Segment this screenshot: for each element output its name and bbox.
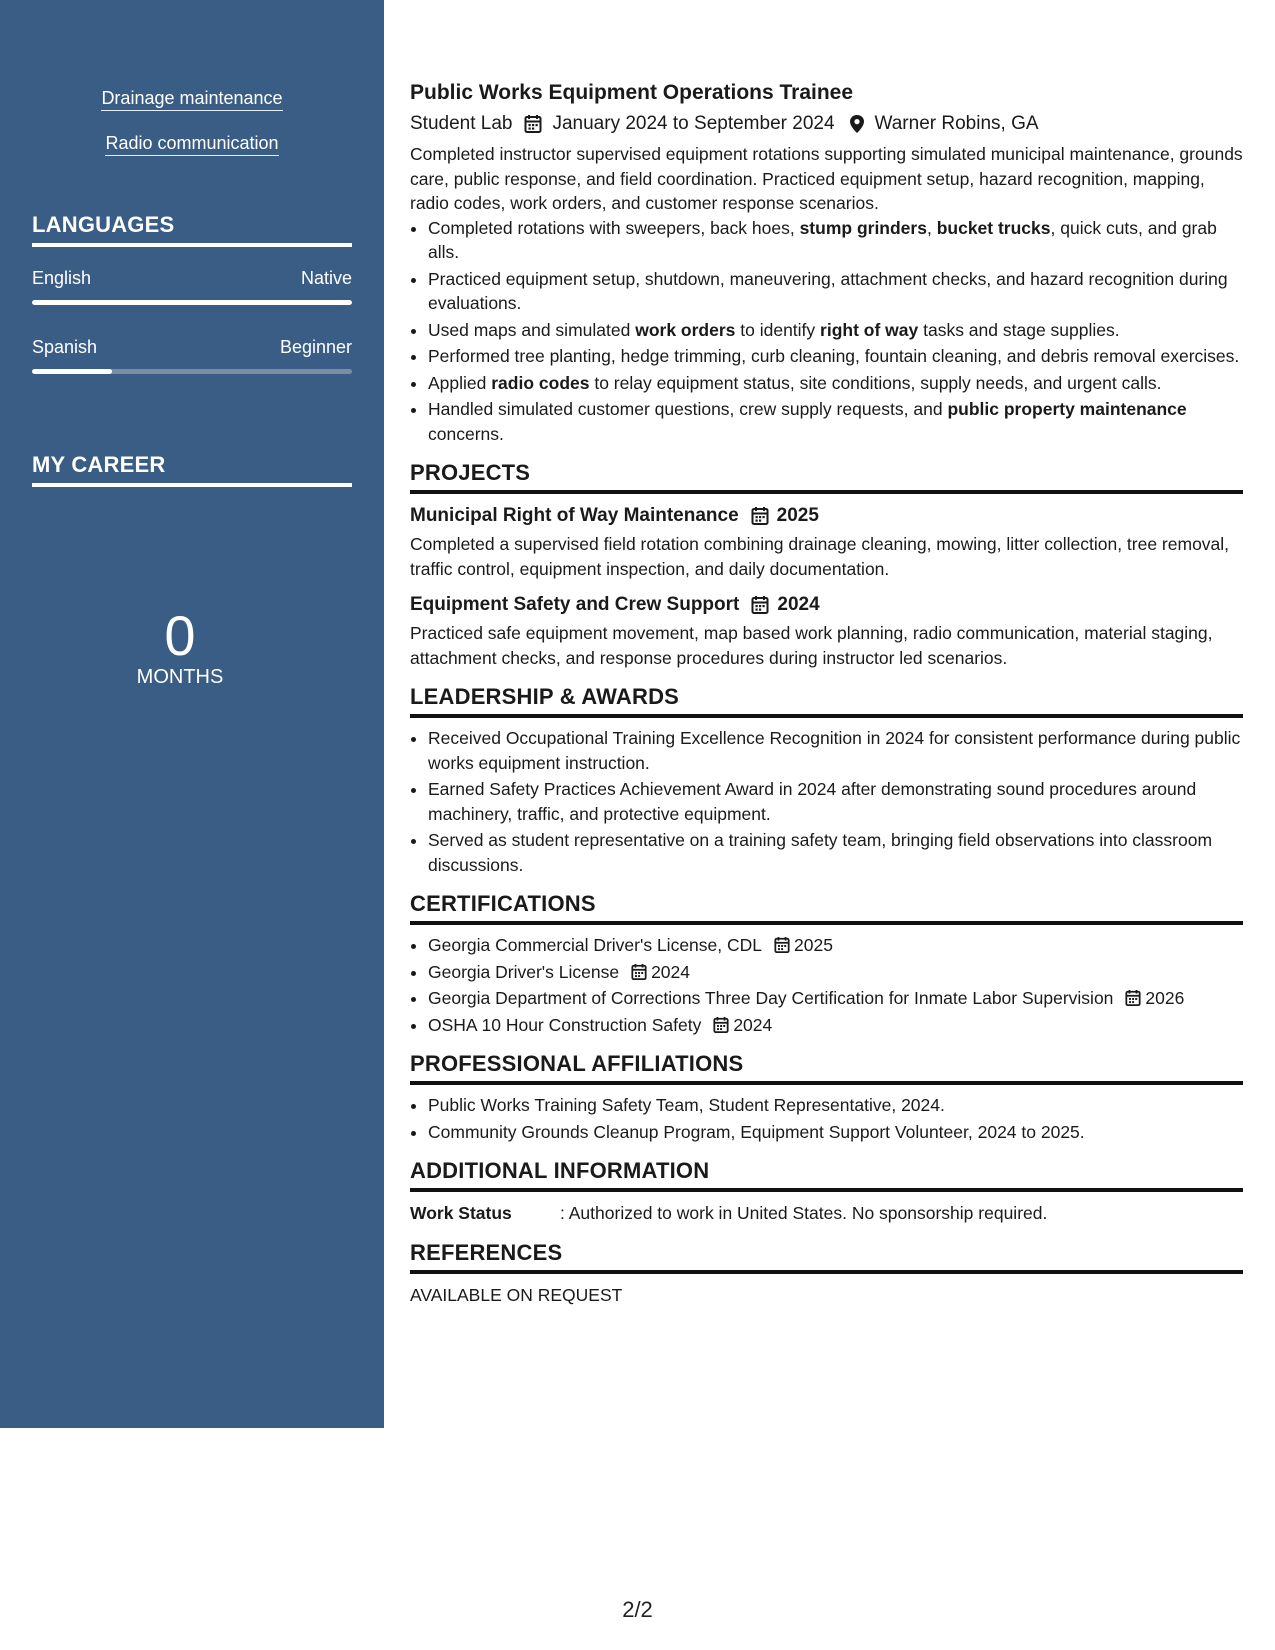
skill-item[interactable]: Radio communication [0, 133, 384, 156]
main-content [410, 78, 1243, 1308]
language-proficiency-bar [32, 300, 352, 305]
project-title: Equipment Safety and Crew Support [410, 594, 740, 615]
bold-keyword: public property maintenance [947, 399, 1187, 419]
leadership-list [410, 726, 1243, 877]
job-location: Warner Robins, GA [874, 113, 1039, 134]
bold-keyword: bucket trucks [936, 217, 1051, 238]
project-title: Municipal Right of Way Maintenance [410, 505, 739, 526]
affiliations-heading: PROFESSIONAL AFFILIATIONS [410, 1051, 1243, 1085]
certification-item [428, 933, 1243, 958]
certification-year: 2026 [1145, 988, 1185, 1008]
certification-item [428, 986, 1243, 1011]
bold-keyword: work orders [635, 319, 736, 340]
affiliations-list [410, 1093, 1243, 1144]
bullet-text: Performed tree planting, hedge trimming, curb cleaning, fountain cleaning, and debris removal exercises. [428, 346, 1240, 366]
job-bullet [428, 344, 1243, 369]
calendar-icon [713, 1016, 729, 1034]
bold-keyword: right of way [820, 319, 919, 340]
certification-name: • Georgia Department of Corrections Three Day Certification for Inmate Labor Supervision [428, 988, 1114, 1008]
bullet-text: tasks and stage supplies. [918, 319, 1120, 340]
projects-heading: PROJECTS [410, 460, 1243, 494]
job-dates: January 2024 to September 2024 [552, 113, 835, 134]
project-description: Practiced safe equipment movement, map based work planning, radio communication, material staging, attachment checks, and response procedures during instructor led scenarios. [410, 623, 1213, 668]
bullet-text: , quick cuts, and grab alls. [428, 217, 1217, 262]
sidebar [0, 0, 384, 1428]
list-item: • Community Grounds Cleanup Program, Equipment Support Volunteer, 2024 to 2025. [428, 1120, 1243, 1145]
list-item: • Served as student representative on a training safety team, bringing field observations into classroom discussions. [428, 828, 1243, 877]
career-months-value: 0 [164, 604, 196, 667]
bullet-text: Applied [428, 372, 492, 393]
certification-name: • OSHA 10 Hour Construction Safety [428, 1014, 702, 1035]
list-item: • Received Occupational Training Excellence Recognition in 2024 for consistent performance during public works equipment instruction. [428, 726, 1243, 775]
certification-name: • Georgia Driver's License [428, 961, 620, 982]
job-bullet [428, 318, 1243, 343]
language-level: Beginner [279, 337, 352, 357]
language-name: Spanish [32, 337, 98, 357]
language-level: Native [300, 268, 352, 288]
language-proficiency-fill [32, 369, 112, 374]
leadership-heading: LEADERSHIP & AWARDS [410, 684, 1243, 718]
work-status-value: : Authorized to work in United States. No sponsorship required. [560, 1203, 1048, 1223]
project-item [410, 502, 1243, 581]
job-bullet [428, 267, 1243, 316]
calendar-icon [524, 114, 542, 134]
calendar-icon [751, 595, 769, 615]
skill-item[interactable]: Drainage maintenance [0, 88, 384, 111]
job-meta [410, 108, 1243, 140]
bold-keyword: stump grinders [799, 217, 927, 238]
calendar-icon [1125, 989, 1141, 1007]
calendar-icon [751, 506, 769, 526]
list-item: • Public Works Training Safety Team, Student Representative, 2024. [428, 1093, 1243, 1118]
calendar-icon [631, 963, 647, 981]
certifications-list [410, 933, 1243, 1037]
project-item [410, 591, 1243, 670]
language-row [32, 268, 352, 289]
bullet-text: , [926, 217, 937, 238]
job-bullet [428, 216, 1243, 265]
calendar-icon [774, 936, 790, 954]
language-name: English [32, 268, 92, 288]
bullet-text: to identify [735, 319, 821, 340]
company-name: Student Lab [410, 113, 513, 134]
bullet-text: Used maps and simulated [428, 319, 636, 340]
page-number: 2/2 [622, 1597, 653, 1622]
languages-heading: LANGUAGES [32, 212, 352, 247]
job-bullet [428, 397, 1243, 446]
project-description: Completed a supervised field rotation combining drainage cleaning, mowing, litter collection, tree removal, traffic control, equipment inspection, and daily documentation. [410, 534, 1230, 579]
list-item: • Earned Safety Practices Achievement Award in 2024 after demonstrating sound procedures around machinery, traffic, and protective equipment. [428, 777, 1243, 826]
job-bullets [410, 216, 1243, 447]
bullet-text: concerns. [428, 423, 504, 444]
certification-item [428, 960, 1243, 985]
bold-keyword: radio codes [491, 372, 590, 393]
map-pin-icon [849, 114, 865, 134]
language-proficiency-fill [32, 300, 352, 305]
bullet-text: Handled simulated customer questions, crew supply requests, and [428, 399, 948, 419]
language-proficiency-bar [32, 369, 352, 374]
project-year: 2024 [777, 594, 820, 615]
additional-info-heading: ADDITIONAL INFORMATION [410, 1158, 1243, 1192]
career-months-unit: MONTHS [136, 666, 224, 688]
career-heading: MY CAREER [32, 452, 352, 487]
references-heading: REFERENCES [410, 1240, 1243, 1274]
job-title: Public Works Equipment Operations Trainee [410, 81, 854, 104]
certification-name: • Georgia Commercial Driver's License, CDL [428, 935, 762, 955]
work-status-label: Work Status [410, 1203, 512, 1223]
references-text: AVAILABLE ON REQUEST [410, 1285, 623, 1305]
project-year: 2025 [776, 505, 819, 526]
language-row [32, 337, 352, 358]
certification-year: 2025 [794, 935, 833, 955]
job-summary: Completed instructor supervised equipment rotations supporting simulated municipal maintenance, grounds care, public response, and field coordination. Practiced equipment setup, hazard recognition, mapping, radio codes, work orders, and customer response scenarios. [410, 144, 1243, 213]
certifications-heading: CERTIFICATIONS [410, 891, 1243, 925]
certification-year: 2024 [651, 961, 690, 982]
bullet-text: to relay equipment status, site conditions, supply needs, and urgent calls. [589, 372, 1162, 393]
certification-year: 2024 [733, 1014, 773, 1035]
work-status-row [410, 1200, 1243, 1226]
job-bullet [428, 371, 1243, 396]
bullet-text: Practiced equipment setup, shutdown, maneuvering, attachment checks, and hazard recognition during evaluations. [428, 268, 1228, 313]
bullet-text: Completed rotations with sweepers, back hoes, [428, 217, 800, 238]
certification-item [428, 1013, 1243, 1038]
